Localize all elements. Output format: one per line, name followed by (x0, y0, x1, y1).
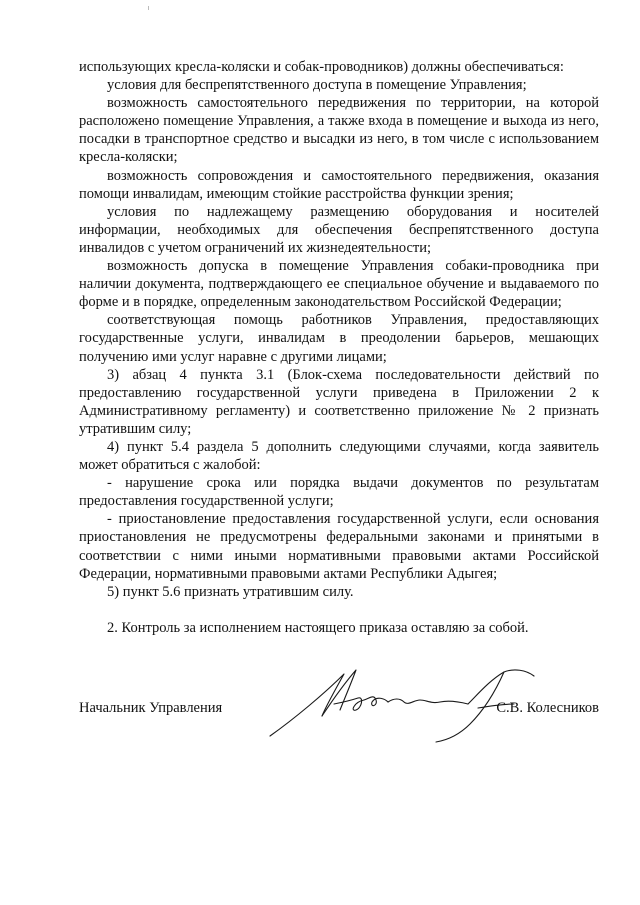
paragraph-control: 2. Контроль за исполнением настоящего приказа оставляю за собой. (107, 619, 529, 636)
paragraph-item-4-case-2: - приостановление предоставления государственной услуги, если основания приостановления не предусмотрены федеральными законами и принятыми в соответствии с ними иными нормативными правовыми актами Российской Федерации, нормативными правовыми актами Республики Адыгея; (79, 511, 599, 582)
paragraph-access-conditions: условия для беспрепятственного доступа в помещение Управления; (107, 77, 527, 94)
paragraph-guide-dog: возможность допуска в помещение Управления собаки-проводника при наличии документа, подтверждающего ее специальное обучение и выдаваемого по форме и в порядке, определенным законодательством Российской Федерации; (79, 258, 599, 311)
paragraph-continuation: использующих кресла-коляски и собак-проводников) должны обеспечиваться: (79, 59, 564, 75)
signatory-position: Начальник Управления (79, 700, 223, 716)
paragraph-item-4: 4) пункт 5.4 раздела 5 дополнить следующими случаями, когда заявитель может обратиться с жалобой: (79, 438, 599, 474)
page-mark (148, 6, 149, 10)
paragraph-item-4-case-1: - нарушение срока или порядка выдачи документов по результатам предоставления государственной услуги; (79, 475, 599, 510)
document-body (79, 58, 599, 637)
paragraph-item-3: 3) абзац 4 пункта 3.1 (Блок-схема последовательности действий по предоставлению государственной услуги приведена в Приложении 2 к Административному регламенту) и соответственно приложение № 2 признать утратившим силу; (79, 366, 599, 437)
paragraph-escort: возможность сопровождения и самостоятельного передвижения, оказания помощи инвалидам, имеющим стойкие расстройства функции зрения; (79, 167, 599, 202)
signature-block (79, 696, 599, 756)
paragraph-movement: возможность самостоятельного передвижения по территории, на которой расположено помещение Управления, а также входа в помещение и выхода из него, посадки в транспортное средство и высадки из него, в том числе с использованием кресла-коляски; (79, 95, 599, 166)
paragraph-equipment: условия по надлежащему размещению оборудования и носителей информации, необходимых для обеспечения беспрепятственного доступа инвалидов с учетом ограничений их жизнедеятельности; (79, 203, 599, 256)
paragraph-staff-assistance: соответствующая помощь работников Управления, предоставляющих государственные услуги, инвалидам в преодолении барьеров, мешающих получению ими услуг наравне с другими лицами; (79, 312, 599, 365)
paragraph-item-5: 5) пункт 5.6 признать утратившим силу. (107, 583, 354, 600)
signatory-name: С.В. Колесников (496, 700, 599, 716)
